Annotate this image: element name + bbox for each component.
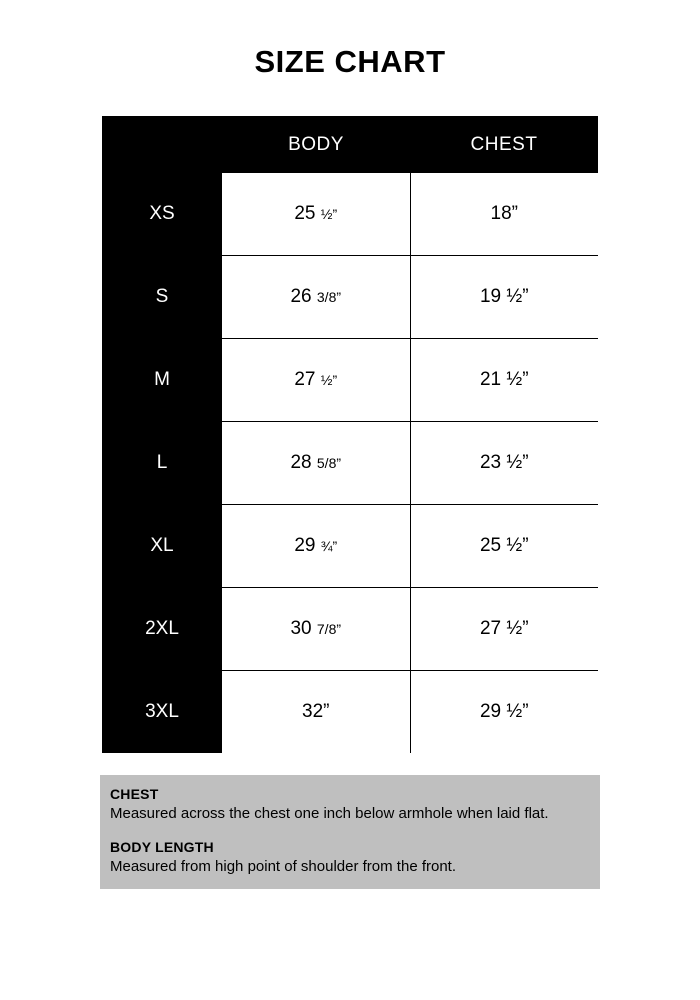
note-text-chest: Measured across the chest one inch below armhole when laid flat. [110,804,549,822]
body-value-whole: 27 [294,369,316,390]
size-label: 3XL [102,671,222,754]
size-chart-table [102,116,598,753]
size-label: M [102,339,222,422]
body-value-whole: 25 [294,203,316,224]
body-value-whole: 30 [290,618,312,639]
body-value [222,671,410,754]
table-header-row [102,116,598,173]
table-row [102,671,598,754]
table-row [102,339,598,422]
column-header-body: BODY [222,116,410,173]
body-value [222,505,410,588]
size-chart-container [102,116,598,753]
table-row [102,505,598,588]
body-value [222,422,410,505]
body-value-fraction: ½” [320,206,338,222]
body-value [222,256,410,339]
table-row [102,588,598,671]
chest-value: 19 ½” [410,256,598,339]
size-label: XS [102,173,222,256]
body-value-fraction: ½” [320,372,338,388]
size-label: S [102,256,222,339]
note-title-chest: CHEST [110,786,159,802]
body-value [222,173,410,256]
note-text-body-length: Measured from high point of shoulder from the front. [110,858,457,876]
table-row [102,422,598,505]
chest-value: 25 ½” [410,505,598,588]
body-value-fraction: 3/8” [316,289,342,305]
chest-value: 23 ½” [410,422,598,505]
body-value-whole: 26 [290,286,312,307]
column-header-chest: CHEST [410,116,598,173]
chest-value: 21 ½” [410,339,598,422]
body-value-fraction: 7/8” [316,621,342,637]
measurement-notes [100,775,600,889]
size-label: L [102,422,222,505]
table-body [102,173,598,753]
header-corner-cell [102,116,222,173]
note-title-body-length: BODY LENGTH [110,839,214,856]
chest-value: 18” [410,173,598,256]
table-row [102,173,598,256]
body-value-whole: 32” [302,701,330,722]
body-value-whole: 29 [294,535,316,556]
body-value-fraction: 5/8” [316,455,342,471]
body-value-fraction: ¾” [320,538,338,554]
page-title: SIZE CHART [254,44,446,79]
chest-value: 29 ½” [410,671,598,754]
table-header [102,116,598,173]
size-label: XL [102,505,222,588]
body-value-whole: 28 [290,452,312,473]
table-row [102,256,598,339]
body-value [222,588,410,671]
chest-value: 27 ½” [410,588,598,671]
body-value [222,339,410,422]
size-label: 2XL [102,588,222,671]
